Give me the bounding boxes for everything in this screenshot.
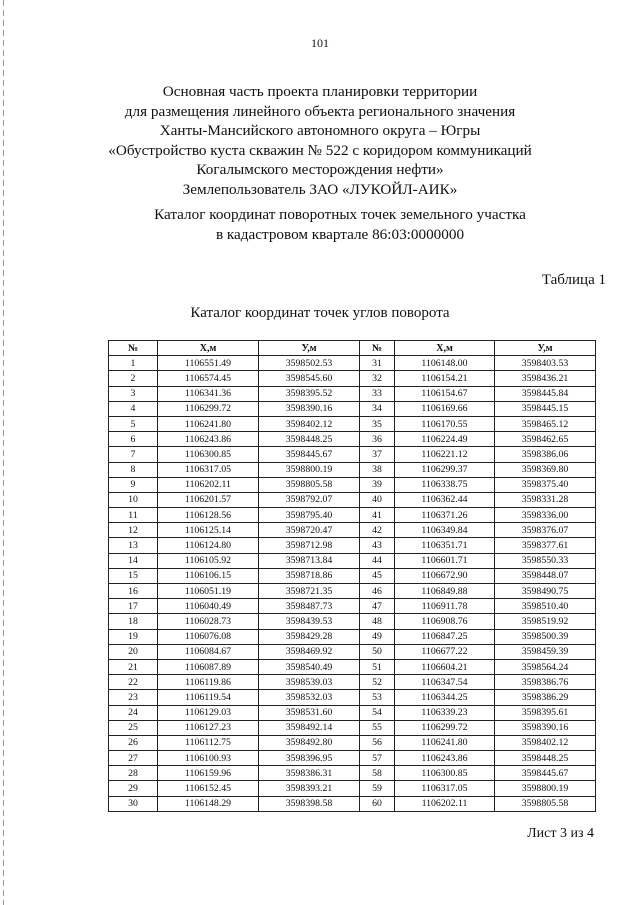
table-cell: 49: [360, 629, 395, 644]
table-cell: 1106076.08: [158, 629, 259, 644]
table-cell: 3598386.06: [495, 447, 596, 462]
table-cell: 48: [360, 614, 395, 629]
table-cell: 1106119.86: [158, 675, 259, 690]
table-cell: 47: [360, 599, 395, 614]
table-cell: 1106202.11: [158, 477, 259, 492]
table-cell: 3598448.07: [495, 568, 596, 583]
table-cell: 1106028.73: [158, 614, 259, 629]
table-cell: 1106299.37: [395, 462, 495, 477]
table-cell: 1106148.29: [158, 796, 259, 811]
table-cell: 3598369.80: [495, 462, 596, 477]
table-cell: 1106551.49: [158, 356, 259, 371]
table-row: [109, 781, 596, 796]
title-line: «Обустройство куста скважин № 522 с коридором коммуникаций: [108, 141, 532, 159]
table-cell: 16: [109, 584, 158, 599]
table-row: [109, 492, 596, 507]
table-cell: 3598390.16: [495, 720, 596, 735]
table-cell: 3598720.47: [259, 523, 360, 538]
table-row: [109, 614, 596, 629]
table-cell: 1106170.55: [395, 416, 495, 431]
table-cell: 3598375.40: [495, 477, 596, 492]
table-cell: 30: [109, 796, 158, 811]
table-cell: 55: [360, 720, 395, 735]
table-cell: 21: [109, 659, 158, 674]
table-cell: 1106087.89: [158, 659, 259, 674]
table-cell: 1106148.00: [395, 356, 495, 371]
table-cell: 6: [109, 432, 158, 447]
table-cell: 3598403.53: [495, 356, 596, 371]
table-row: [109, 462, 596, 477]
table-cell: 1106241.80: [395, 735, 495, 750]
table-row: [109, 705, 596, 720]
table-cell: 58: [360, 766, 395, 781]
table-row: [109, 659, 596, 674]
table-cell: 17: [109, 599, 158, 614]
table-cell: 46: [360, 584, 395, 599]
table-row: [109, 477, 596, 492]
table-cell: 14: [109, 553, 158, 568]
table-cell: 25: [109, 720, 158, 735]
table-cell: 34: [360, 401, 395, 416]
table-cell: 19: [109, 629, 158, 644]
header-cell: №: [360, 341, 395, 356]
table-cell: 3598402.12: [259, 416, 360, 431]
table-cell: 3598545.60: [259, 371, 360, 386]
table-cell: 3598386.31: [259, 766, 360, 781]
table-cell: 3598462.65: [495, 432, 596, 447]
table-cell: 3598445.67: [495, 766, 596, 781]
title-line: Когалымского месторождения нефти»: [196, 161, 444, 179]
table-cell: 3598465.12: [495, 416, 596, 431]
table-cell: 3598398.58: [259, 796, 360, 811]
table-row: [109, 766, 596, 781]
table-cell: 1106084.67: [158, 644, 259, 659]
table-cell: 3598712.98: [259, 538, 360, 553]
table-cell: 3598436.21: [495, 371, 596, 386]
table-cell: 1106299.72: [395, 720, 495, 735]
table-title: Каталог координат точек углов поворота: [190, 305, 450, 321]
table-cell: 35: [360, 416, 395, 431]
table-cell: 3598376.07: [495, 523, 596, 538]
title-line: Землепользователь ЗАО «ЛУКОЙЛ-АИК»: [182, 180, 458, 198]
table-cell: 1106317.05: [395, 781, 495, 796]
table-cell: 3598396.95: [259, 751, 360, 766]
table-cell: 41: [360, 508, 395, 523]
table-cell: 1106347.54: [395, 675, 495, 690]
table-cell: 1106349.84: [395, 523, 495, 538]
table-row: [109, 416, 596, 431]
table-cell: 5: [109, 416, 158, 431]
table-cell: 39: [360, 477, 395, 492]
table-cell: 1106317.05: [158, 462, 259, 477]
table-cell: 1106908.76: [395, 614, 495, 629]
table-cell: 1106169.66: [395, 401, 495, 416]
table-cell: 32: [360, 371, 395, 386]
table-row: [109, 675, 596, 690]
table-cell: 1106241.80: [158, 416, 259, 431]
table-cell: 7: [109, 447, 158, 462]
table-cell: 3598390.16: [259, 401, 360, 416]
table-cell: 3598490.75: [495, 584, 596, 599]
table-row: [109, 508, 596, 523]
table-cell: 44: [360, 553, 395, 568]
table-cell: 60: [360, 796, 395, 811]
table-cell: 3598718.86: [259, 568, 360, 583]
table-cell: 3598492.14: [259, 720, 360, 735]
table-cell: 9: [109, 477, 158, 492]
table-cell: 1106672.90: [395, 568, 495, 583]
table-cell: 40: [360, 492, 395, 507]
table-cell: 52: [360, 675, 395, 690]
table-cell: 3598792.07: [259, 492, 360, 507]
table-row: [109, 386, 596, 401]
table-row: [109, 356, 596, 371]
table-cell: 1106338.75: [395, 477, 495, 492]
table-cell: 24: [109, 705, 158, 720]
table-cell: 1106371.26: [395, 508, 495, 523]
table-label: Таблица 1: [541, 272, 606, 288]
table-cell: 10: [109, 492, 158, 507]
table-cell: 20: [109, 644, 158, 659]
table-cell: 2: [109, 371, 158, 386]
header-cell: Х,м: [395, 341, 495, 356]
table-cell: 3598492.80: [259, 735, 360, 750]
table-cell: 1106362.44: [395, 492, 495, 507]
header-cell: Х,м: [158, 341, 259, 356]
table-row: [109, 599, 596, 614]
table-cell: 45: [360, 568, 395, 583]
table-cell: 3598448.25: [495, 751, 596, 766]
table-cell: 3598805.58: [259, 477, 360, 492]
table-cell: 1106299.72: [158, 401, 259, 416]
table-cell: 22: [109, 675, 158, 690]
table-cell: 1106224.49: [395, 432, 495, 447]
table-row: [109, 568, 596, 583]
table-cell: 3598500.39: [495, 629, 596, 644]
catalog-heading: [110, 205, 570, 244]
table-cell: 3: [109, 386, 158, 401]
table-cell: 1106125.14: [158, 523, 259, 538]
table-cell: 1106119.54: [158, 690, 259, 705]
table-cell: 4: [109, 401, 158, 416]
table-cell: 29: [109, 781, 158, 796]
table-cell: 38: [360, 462, 395, 477]
table-cell: 56: [360, 735, 395, 750]
table-cell: 1106344.25: [395, 690, 495, 705]
scan-edge-line: [3, 0, 4, 905]
table-body: [109, 356, 596, 812]
catalog-line: в кадастровом квартале 86:03:0000000: [215, 225, 465, 243]
table-cell: 1106677.22: [395, 644, 495, 659]
table-cell: 1106106.15: [158, 568, 259, 583]
table-cell: 3598445.67: [259, 447, 360, 462]
table-cell: 42: [360, 523, 395, 538]
table-header-row: [109, 341, 596, 356]
table-row: [109, 690, 596, 705]
table-cell: 1106105.92: [158, 553, 259, 568]
table-cell: 3598550.33: [495, 553, 596, 568]
table-cell: 3598395.52: [259, 386, 360, 401]
table-row: [109, 584, 596, 599]
table-row: [109, 644, 596, 659]
table-row: [109, 447, 596, 462]
table-row: [109, 751, 596, 766]
table-cell: 3598519.92: [495, 614, 596, 629]
table-cell: 1106221.12: [395, 447, 495, 462]
table-row: [109, 720, 596, 735]
table-cell: 43: [360, 538, 395, 553]
title-line: Основная часть проекта планировки территории: [162, 83, 478, 100]
table-cell: 1106243.86: [158, 432, 259, 447]
table-cell: 1106911.78: [395, 599, 495, 614]
table-cell: 3598393.21: [259, 781, 360, 796]
table-cell: 3598429.28: [259, 629, 360, 644]
table-cell: 15: [109, 568, 158, 583]
table-cell: 1106051.19: [158, 584, 259, 599]
sheet-label: Лист 3 из 4: [527, 826, 594, 841]
table-cell: 3598539.03: [259, 675, 360, 690]
table-cell: 1106112.75: [158, 735, 259, 750]
table-cell: 1106604.21: [395, 659, 495, 674]
table-cell: 3598336.00: [495, 508, 596, 523]
header-cell: У,м: [259, 341, 360, 356]
table-cell: 3598402.12: [495, 735, 596, 750]
table-cell: 1106129.03: [158, 705, 259, 720]
table-cell: 27: [109, 751, 158, 766]
table-cell: 1106154.67: [395, 386, 495, 401]
table-cell: 18: [109, 614, 158, 629]
table-cell: 3598395.61: [495, 705, 596, 720]
table-cell: 12: [109, 523, 158, 538]
table-cell: 3598331.28: [495, 492, 596, 507]
table-cell: 11: [109, 508, 158, 523]
header-cell: У,м: [495, 341, 596, 356]
table-cell: 1106849.88: [395, 584, 495, 599]
table-cell: 3598439.53: [259, 614, 360, 629]
table-cell: 1106601.71: [395, 553, 495, 568]
table-cell: 3598800.19: [495, 781, 596, 796]
table-cell: 3598445.15: [495, 401, 596, 416]
table-cell: 3598469.92: [259, 644, 360, 659]
table-cell: 1106100.93: [158, 751, 259, 766]
page-number: 101: [311, 36, 329, 50]
table-cell: 3598502.53: [259, 356, 360, 371]
title-line: для размещения линейного объекта регионального значения: [124, 102, 516, 120]
table-row: [109, 796, 596, 811]
table-cell: 3598531.60: [259, 705, 360, 720]
table-cell: 3598448.25: [259, 432, 360, 447]
table-cell: 1106159.96: [158, 766, 259, 781]
table-cell: 31: [360, 356, 395, 371]
table-cell: 3598721.35: [259, 584, 360, 599]
table-cell: 33: [360, 386, 395, 401]
table-row: [109, 523, 596, 538]
table-cell: 50: [360, 644, 395, 659]
table-row: [109, 553, 596, 568]
table-cell: 1106574.45: [158, 371, 259, 386]
table-cell: 3598386.76: [495, 675, 596, 690]
table-cell: 1106351.71: [395, 538, 495, 553]
table-cell: 54: [360, 705, 395, 720]
table-cell: 1106152.45: [158, 781, 259, 796]
table-row: [109, 401, 596, 416]
table-cell: 1106243.86: [395, 751, 495, 766]
table-row: [109, 538, 596, 553]
document-title: [100, 82, 540, 200]
table-row: [109, 629, 596, 644]
table-cell: 59: [360, 781, 395, 796]
table-cell: 8: [109, 462, 158, 477]
catalog-line: Каталог координат поворотных точек земельного участка: [154, 206, 526, 223]
table-cell: 1106847.25: [395, 629, 495, 644]
table-cell: 1106040.49: [158, 599, 259, 614]
table-cell: 1106339.23: [395, 705, 495, 720]
table-cell: 1106202.11: [395, 796, 495, 811]
table-cell: 3598377.61: [495, 538, 596, 553]
title-line: Ханты-Мансийского автономного округа – Югры: [159, 122, 481, 140]
table-cell: 37: [360, 447, 395, 462]
table-cell: 36: [360, 432, 395, 447]
table-cell: 3598386.29: [495, 690, 596, 705]
table-cell: 13: [109, 538, 158, 553]
table-cell: 3598800.19: [259, 462, 360, 477]
table-cell: 53: [360, 690, 395, 705]
table-cell: 1106154.21: [395, 371, 495, 386]
table-cell: 51: [360, 659, 395, 674]
table-cell: 1106300.85: [395, 766, 495, 781]
table-cell: 3598713.84: [259, 553, 360, 568]
table-cell: 1106201.57: [158, 492, 259, 507]
table-cell: 1: [109, 356, 158, 371]
table-cell: 3598445.84: [495, 386, 596, 401]
table-cell: 3598532.03: [259, 690, 360, 705]
table-cell: 3598459.39: [495, 644, 596, 659]
table-cell: 3598540.49: [259, 659, 360, 674]
table-cell: 1106127.23: [158, 720, 259, 735]
table-cell: 57: [360, 751, 395, 766]
coordinates-table: [108, 340, 596, 812]
table-row: [109, 371, 596, 386]
table-cell: 23: [109, 690, 158, 705]
table-cell: 28: [109, 766, 158, 781]
table-cell: 3598510.40: [495, 599, 596, 614]
table-cell: 1106128.56: [158, 508, 259, 523]
table-cell: 1106124.80: [158, 538, 259, 553]
table-cell: 1106341.36: [158, 386, 259, 401]
table-cell: 3598805.58: [495, 796, 596, 811]
table-cell: 3598564.24: [495, 659, 596, 674]
table-row: [109, 735, 596, 750]
table-cell: 3598795.40: [259, 508, 360, 523]
table-cell: 3598487.73: [259, 599, 360, 614]
table-cell: 1106300.85: [158, 447, 259, 462]
table-cell: 26: [109, 735, 158, 750]
table-row: [109, 432, 596, 447]
header-cell: №: [109, 341, 158, 356]
